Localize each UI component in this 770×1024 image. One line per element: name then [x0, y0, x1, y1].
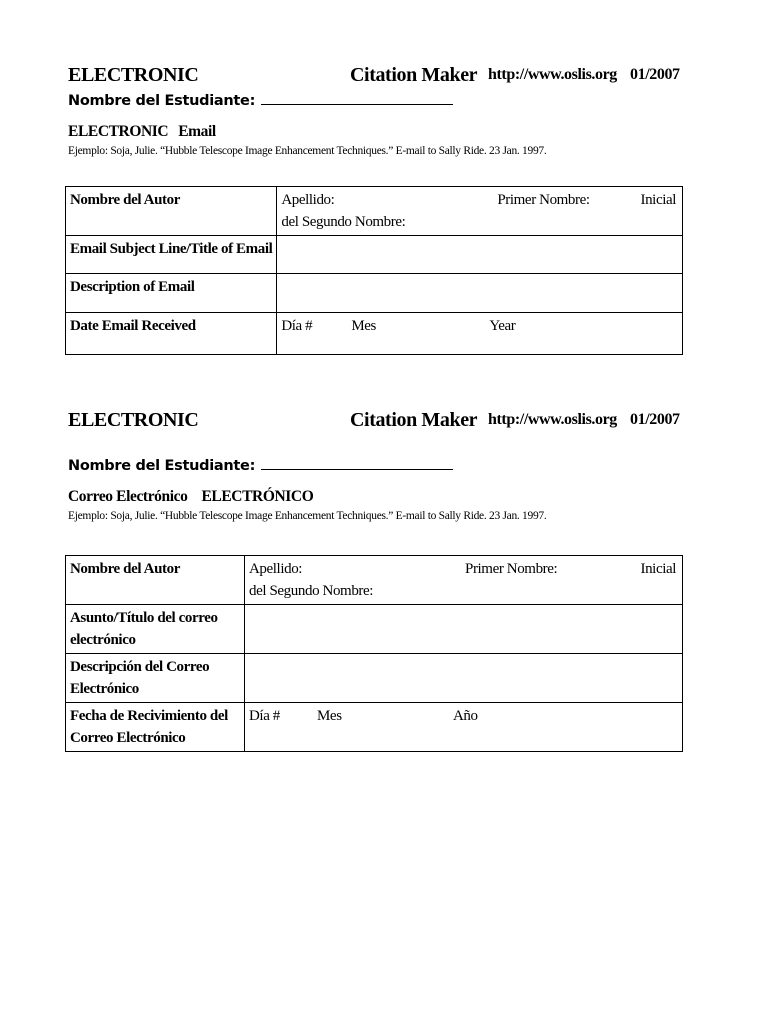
form2-day-label: Día # [249, 708, 280, 724]
form1-student-name-line[interactable] [261, 90, 453, 105]
form2-student-name [68, 455, 684, 474]
form2-source-type [68, 488, 684, 506]
form2-student-name-line[interactable] [261, 455, 453, 470]
form2-description-label: Descripción del Correo Electrónico [66, 654, 245, 703]
form1-first-name-label: Primer Nombre: [497, 192, 590, 208]
form1-maker: Citation Maker [350, 64, 478, 86]
form2-url[interactable]: http://www.oslis.org [488, 411, 617, 428]
form1-date: 01/2007 [630, 66, 680, 83]
form1-type-main: ELECTRONIC [68, 123, 169, 140]
form2-citation-table [65, 555, 683, 752]
form1-example: Ejemplo: Soja, Julie. “Hubble Telescope Image Enhancement Techniques.” E-mail to Sally Ride. 23 Jan. 1997. [68, 145, 547, 157]
form2-first-name-label: Primer Nombre: [465, 561, 558, 577]
form1-day-label: Día # [281, 318, 313, 334]
form1-url[interactable]: http://www.oslis.org [488, 66, 617, 83]
form2-subject-row [66, 605, 683, 654]
form1-date-field[interactable] [277, 313, 683, 355]
form2-date-field[interactable] [245, 703, 683, 752]
form2-date-label: Fecha de Recivimiento del Correo Electrónico [66, 703, 245, 752]
form1-middle-name-label: del Segundo Nombre: [281, 214, 406, 230]
form2-title: ELECTRONIC [68, 409, 199, 431]
form1-student-label: Nombre del Estudiante: [68, 93, 256, 109]
form2-year-label: Año [453, 708, 478, 724]
form2-month-label: Mes [317, 708, 342, 724]
form2-header-block [68, 409, 684, 522]
form2-header [68, 409, 684, 433]
form1-description-label: Description of Email [66, 274, 277, 313]
form1-author-label: Nombre del Autor [66, 187, 277, 236]
form2-type-sub: ELECTRÓNICO [201, 488, 314, 505]
form1-date-row [66, 313, 683, 355]
form1-subject-row [66, 236, 683, 274]
form1-title: ELECTRONIC [68, 64, 199, 86]
form1-description-field[interactable] [277, 274, 683, 313]
form1-citation-table [65, 186, 683, 355]
form2-subject-field[interactable] [245, 605, 683, 654]
form1-header-block [68, 64, 684, 157]
form1-subject-label: Email Subject Line/Title of Email [66, 236, 277, 274]
form1-type-sub: Email [178, 123, 216, 140]
form2-author-row [66, 556, 683, 605]
form1-source-type [68, 123, 684, 141]
form2-type-main: Correo Electrónico [68, 488, 188, 505]
form1-student-name [68, 90, 684, 109]
form1-author-row [66, 187, 683, 236]
form2-author-label: Nombre del Autor [66, 556, 245, 605]
form1-initial-label: Inicial [640, 192, 676, 208]
form2-student-label: Nombre del Estudiante: [68, 458, 256, 474]
form2-initial-label: Inicial [640, 561, 676, 577]
form2-description-row [66, 654, 683, 703]
form2-last-name-label: Apellido: [249, 561, 303, 577]
form1-last-name-label: Apellido: [281, 192, 335, 208]
form1-year-label: Year [489, 318, 516, 334]
form2-subject-label: Asunto/Título del correo electrónico [66, 605, 245, 654]
form2-date-row [66, 703, 683, 752]
form1-subject-field[interactable] [277, 236, 683, 274]
form1-author-field[interactable] [277, 187, 683, 236]
form2-maker: Citation Maker [350, 409, 478, 431]
form2-description-field[interactable] [245, 654, 683, 703]
form2-author-field[interactable] [245, 556, 683, 605]
form2-example: Ejemplo: Soja, Julie. “Hubble Telescope Image Enhancement Techniques.” E-mail to Sally Ride. 23 Jan. 1997. [68, 510, 547, 522]
form1-month-label: Mes [351, 318, 376, 334]
form2-middle-name-label: del Segundo Nombre: [249, 583, 374, 599]
form1-date-label: Date Email Received [66, 313, 277, 355]
form1-description-row [66, 274, 683, 313]
form2-date: 01/2007 [630, 411, 680, 428]
form1-header [68, 64, 684, 88]
